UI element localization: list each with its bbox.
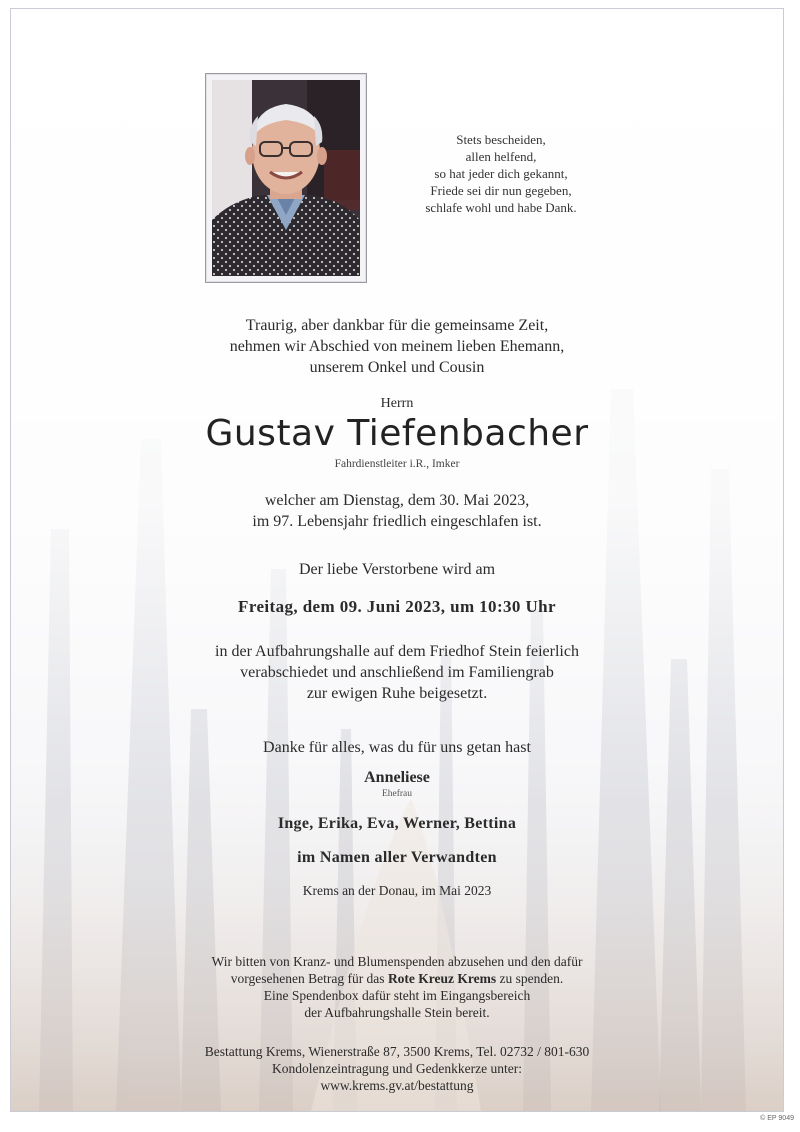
forest-background-image: [11, 9, 783, 1111]
portrait-frame: [205, 73, 367, 283]
donation-request: [11, 953, 783, 1021]
intro-line: Traurig, aber dankbar für die gemeinsame Zeit,: [245, 317, 549, 334]
death-notice: [11, 490, 783, 532]
place-line: in der Aufbahrungshalle auf dem Friedhof Stein feierlich: [215, 643, 579, 660]
death-line: im 97. Lebensjahr friedlich eingeschlafen ist.: [252, 513, 542, 530]
footer-line: Bestattung Krems, Wienerstraße 87, 3500 Krems, Tel. 02732 / 801-630: [204, 1044, 590, 1059]
portrait-photo: [212, 80, 360, 276]
poem: [403, 131, 599, 216]
mourner-others: Inge, Erika, Eva, Werner, Bettina: [277, 815, 517, 832]
occupation: Fahrdienstleiter i.R., Imker: [334, 458, 460, 470]
poem-line: Stets bescheiden,: [456, 132, 546, 147]
obituary-sheet: [10, 8, 784, 1112]
ceremony-place: [11, 641, 783, 704]
poem-line: so hat jeder dich gekannt,: [434, 166, 568, 181]
donation-line: Wir bitten von Kranz- und Blumenspenden abzusehen und den dafür: [211, 954, 583, 969]
copyright-mark: © EP 9049: [760, 1115, 794, 1122]
place-line: zur ewigen Ruhe beigesetzt.: [306, 685, 488, 702]
mourner-wife-relation: Ehefrau: [381, 789, 413, 799]
location-date: Krems an der Donau, im Mai 2023: [302, 883, 492, 898]
deceased-name: Gustav Tiefenbacher: [205, 413, 589, 454]
mourner-relatives: im Namen aller Verwandten: [297, 849, 497, 866]
donation-line: Eine Spendenbox dafür steht im Eingangsbereich: [263, 988, 531, 1003]
ceremony-datetime: Freitag, dem 09. Juni 2023, um 10:30 Uhr: [238, 597, 556, 616]
ceremony-intro: Der liebe Verstorbene wird am: [298, 561, 496, 578]
donation-text: zu spenden.: [496, 971, 564, 986]
donation-line: der Aufbahrungshalle Stein bereit.: [304, 1005, 490, 1020]
place-line: verabschiedet und anschließend im Familiengrab: [240, 664, 554, 681]
donation-text: vorgesehenen Betrag für das: [230, 971, 388, 986]
footer-line: Kondolenzeintragung und Gedenkkerze unter:: [271, 1061, 523, 1076]
death-line: welcher am Dienstag, dem 30. Mai 2023,: [264, 492, 530, 509]
donation-line: [11, 970, 783, 987]
salutation: Herrn: [380, 396, 414, 411]
thanks-line: Danke für alles, was du für uns getan hast: [263, 739, 531, 756]
intro-text: [11, 315, 783, 378]
poem-line: allen helfend,: [465, 149, 537, 164]
funeral-home-footer: [11, 1043, 783, 1094]
mourner-wife-name: Anneliese: [364, 769, 430, 786]
intro-line: nehmen wir Abschied von meinem lieben Ehemann,: [229, 338, 565, 355]
poem-line: Friede sei dir nun gegeben,: [430, 183, 572, 198]
intro-line: unserem Onkel und Cousin: [309, 359, 485, 376]
donation-recipient: Rote Kreuz Krems: [387, 971, 497, 986]
footer-link[interactable]: www.krems.gv.at/bestattung: [320, 1078, 474, 1093]
poem-line: schlafe wohl und habe Dank.: [425, 200, 577, 215]
